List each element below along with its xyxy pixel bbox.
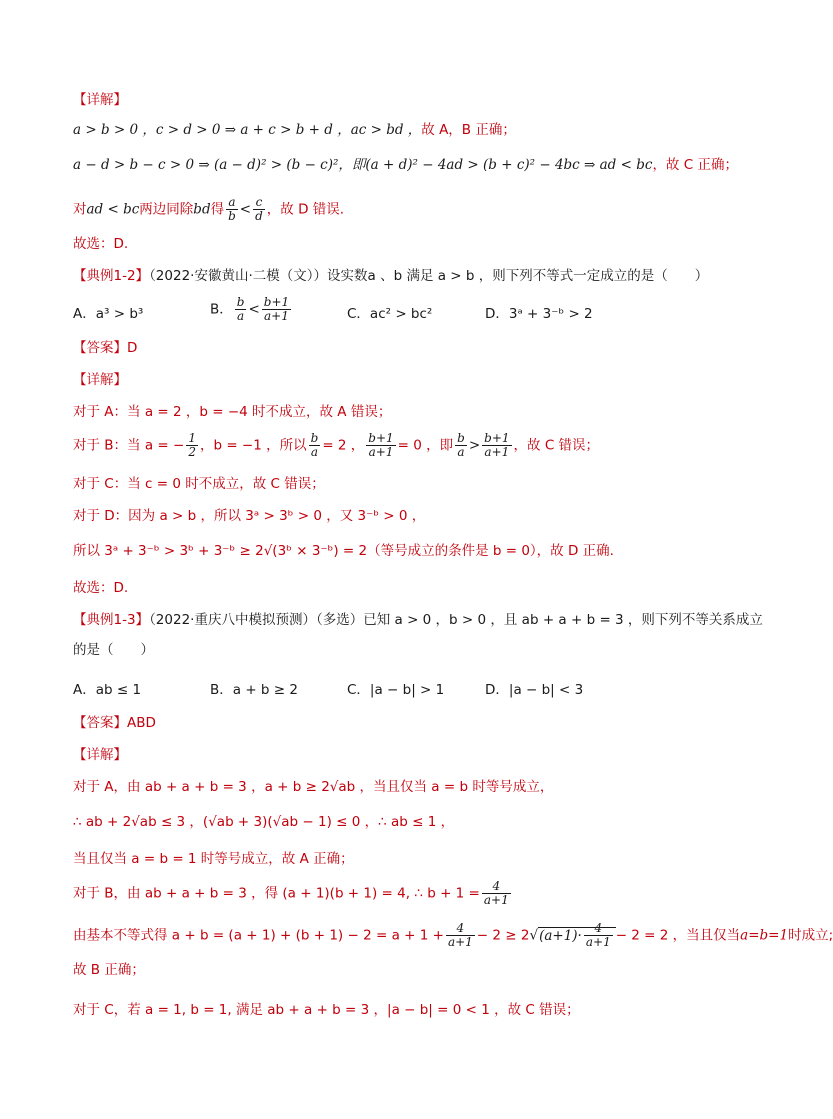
choose-d-2: 故选：D. <box>73 580 129 596</box>
example-1-3-answer <box>73 713 156 733</box>
example-1-3-detail-a-3: 当且仅当 a = b = 1 时等号成立，故 A 正确； <box>73 851 354 867</box>
detail-b-3: = 2 ， <box>322 437 365 454</box>
detail-line-3: 对ad < bc两边同除bd得 $\frac{a}{b}$ < $\frac{c}{d}$ ，故 D 错误. <box>73 195 345 223</box>
example-1-2-detail-a: 对于 A：当 a = 2 ，b = −4 时不成立，故 A 错误； <box>73 404 392 420</box>
example-1-3-option-c: C．|a − b| > 1 <box>347 682 445 698</box>
fraction-c-over-d: $\frac{c}{d}$ <box>255 195 263 223</box>
detail-b2-d: a=b=1 <box>740 927 789 944</box>
answer-label-1: 【答案】 <box>73 340 127 356</box>
example-1-2-detail-d-1: 对于 D：因为 a > b ，所以 3ᵃ > 3ᵇ > 0 ，又 3⁻ᵇ > 0 ， <box>73 508 426 524</box>
detail-line-3-a: 对 <box>73 201 87 218</box>
example-1-3-detail-a-2: ∴ ab + 2√ab ≤ 3 ，(√ab + 3)(√ab − 1) ≤ 0 ，∴ ab ≤ 1 ， <box>73 814 455 830</box>
detail-line-1-math: a > b > 0 ，c > d > 0 ⇒ a + c > b + d ，ac > bd ， <box>73 122 422 138</box>
detail-line-3-e: 得 <box>210 201 225 218</box>
detail-line-3-f: ，故 D 错误. <box>266 201 345 218</box>
answer-value-1: D <box>127 340 138 356</box>
detail-line-2-text: ，故 C 正确； <box>652 157 738 173</box>
answer-label-2: 【答案】 <box>73 715 127 731</box>
example-1-2-option-c: C．ac² > bc² <box>347 306 433 322</box>
detail-b-1: 对于 B：当 a = − <box>73 437 185 454</box>
example-1-2-tag: 【典例1-2】 <box>73 268 150 284</box>
example-1-3-tag: 【典例1-3】 <box>73 612 150 628</box>
detail-heading: 【详解】 <box>73 92 127 108</box>
example-1-3-question-line-2: 的是（ ） <box>73 642 154 658</box>
detail-b2-c: − 2 = 2 ，当且仅当 <box>615 927 741 944</box>
example-1-3-detail-b-3: 故 B 正确； <box>73 962 145 978</box>
example-1-3-source: （2022·重庆八中模拟预测）（多选）已知 a > 0 ，b > 0 ，且 ab + a + b = 3 ，则下列不等关系成立 <box>149 612 763 628</box>
detail-line-2-math: a − d > b − c > 0 ⇒ (a − d)² > (b − c)²，即(a + d)² − 4ad > (b + c)² − 4bc ⇒ ad < bc <box>73 157 653 173</box>
detail-heading-2: 【详解】 <box>73 372 127 388</box>
detail-line-1 <box>73 120 516 140</box>
detail-b2-e: 时成立; <box>788 927 833 944</box>
example-1-3-question <box>73 610 763 630</box>
detail-b-4: = 0 ，即 <box>397 437 454 454</box>
example-1-3-option-d: D．|a − b| < 3 <box>485 682 584 698</box>
example-1-3-detail-b-1: 对于 B，由 ab + a + b = 3 ，得 (a + 1)(b + 1) = 4, ∴ b + 1 = $\frac{4}{a+1}$ <box>73 879 509 907</box>
detail-line-3-c: 两边同除 <box>139 201 194 218</box>
example-1-3-option-b: B．a + b ≥ 2 <box>210 682 298 698</box>
example-1-2-answer <box>73 338 137 358</box>
sqrt-symbol: √ <box>529 927 539 944</box>
detail-b2-a: 由基本不等式得 a + b = (a + 1) + (b + 1) − 2 = a + 1 + <box>73 927 444 944</box>
example-1-2-source: （2022·安徽黄山·二模（文））设实数 <box>149 268 368 284</box>
example-1-2-option-b: B． $\frac{b}{a}$ < $\frac{b+1}{a+1}$ <box>210 295 290 323</box>
detail-b-2: ，b = −1 ，所以 <box>199 437 307 454</box>
example-1-2-option-b-label: B． <box>210 301 233 318</box>
example-1-2-detail-d-2: 所以 3ᵃ + 3⁻ᵇ > 3ᵇ + 3⁻ᵇ ≥ 2√(3ᵇ × 3⁻ᵇ) = 2（等号成立的条件是 b = 0），故 D 正确. <box>73 543 614 559</box>
fraction-a-over-b: $\frac{a}{b}$ <box>228 195 236 223</box>
example-1-3-detail-b-2: 由基本不等式得 a + b = (a + 1) + (b + 1) − 2 = a + 1 + $\frac{4}{a+1}$ − 2 ≥ 2√(a+1)· $\frac{4}{a+1}$ − 2 = 2 ，当且仅当a=b=1时成立; <box>73 921 833 949</box>
example-1-2-detail-c: 对于 C：当 c = 0 时不成立，故 C 错误； <box>73 476 325 492</box>
detail-line-2 <box>73 155 738 175</box>
example-1-2-rest: a 、b 满足 a > b ，则下列不等式一定成立的是（ ） <box>367 268 709 284</box>
sqrt-content: (a+1)· $\frac{4}{a+1}$ <box>538 927 616 944</box>
example-1-3-detail-a-1: 对于 A，由 ab + a + b = 3 ，a + b ≥ 2√ab ，当且仅当 a = b 时等号成立， <box>73 779 554 795</box>
example-1-3-option-a: A．ab ≤ 1 <box>73 682 142 698</box>
example-1-3-detail-c: 对于 C，若 a = 1, b = 1, 满足 ab + a + b = 3 ，|a − b| = 0 < 1 ，故 C 错误； <box>73 1002 580 1018</box>
choose-d-1: 故选：D. <box>73 236 129 252</box>
detail-line-1-text: 故 A，B 正确； <box>421 122 516 138</box>
detail-b1-text: 对于 B，由 ab + a + b = 3 ，得 (a + 1)(b + 1) = 4, ∴ b + 1 = <box>73 885 480 902</box>
detail-line-3-b: ad < bc <box>86 201 140 218</box>
detail-b2-b: − 2 ≥ 2 <box>476 927 530 944</box>
detail-b-5: ，故 C 错误； <box>513 437 600 454</box>
example-1-2-option-a: A．a³ > b³ <box>73 306 144 322</box>
answer-value-2: ABD <box>127 715 156 731</box>
detail-heading-3: 【详解】 <box>73 747 127 763</box>
example-1-2-question <box>73 266 708 286</box>
example-1-2-option-d: D．3ᵃ + 3⁻ᵇ > 2 <box>485 306 593 322</box>
example-1-2-detail-b: 对于 B：当 a = − $\frac{1}{2}$ ，b = −1 ，所以 $\frac{b}{a}$ = 2 ， $\frac{b+1}{a+1}$ = 0 ，即 $\frac{b}{a}$ > $\frac{b+1}{a+1}$ ，故 C 错误； <box>73 431 600 459</box>
detail-line-3-d: bd <box>193 201 211 218</box>
